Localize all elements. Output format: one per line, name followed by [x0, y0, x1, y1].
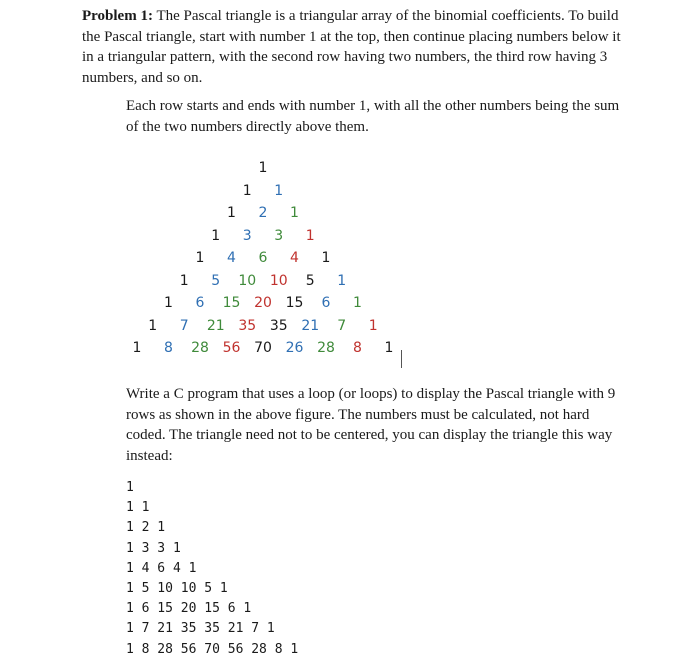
- triangle-number: 56: [222, 340, 241, 356]
- triangle-number: 1: [290, 205, 299, 221]
- triangle-number: 3: [274, 227, 284, 244]
- triangle-number: 8: [353, 340, 362, 356]
- plain-triangle-row: 1 6 15 20 15 6 1: [126, 601, 252, 617]
- triangle-number: 26: [285, 340, 304, 356]
- triangle-number: 21: [301, 317, 320, 334]
- triangle-number: 6: [258, 250, 268, 266]
- plain-triangle-row: 1 5 10 10 5 1: [126, 581, 228, 597]
- triangle-number: 1: [368, 317, 378, 334]
- plain-triangle-row: 1 4 6 4 1: [126, 560, 197, 576]
- triangle-number: 35: [269, 317, 288, 334]
- triangle-number: 1: [132, 340, 142, 356]
- triangle-number: 7: [179, 317, 189, 334]
- triangle-number: 1: [179, 272, 189, 289]
- triangle-number: 4: [290, 250, 299, 266]
- triangle-number: 21: [206, 317, 225, 334]
- triangle-number: 1: [353, 295, 362, 311]
- triangle-number: 1: [164, 295, 173, 311]
- problem-intro-paragraph: [82, 6, 622, 88]
- triangle-number: 1: [321, 250, 331, 266]
- triangle-number: 4: [227, 250, 236, 266]
- plain-triangle-row: 1 2 1: [126, 520, 166, 536]
- triangle-number: 35: [238, 317, 257, 334]
- triangle-number: 1: [337, 272, 347, 289]
- rule-paragraph: Each row starts and ends with number 1, with all the other numbers being the sum of the two numbers directly above them.: [126, 98, 620, 135]
- triangle-number: 1: [195, 250, 205, 266]
- problem-intro-text: The Pascal triangle is a triangular array of the binomial coefficients. To build the Pascal triangle, start with number 1 at the top, then continue placing numbers below it in a triangular pattern, with the second row having two numbers, the third row having 3 numbers, and so on.: [82, 8, 621, 86]
- left-aligned-triangle: [126, 478, 298, 660]
- triangle-number: 1: [242, 182, 252, 199]
- triangle-number: 6: [321, 295, 331, 311]
- task-paragraph: Write a C program that uses a loop (or loops) to display the Pascal triangle with 9 rows as shown in the above figure. The numbers must be calculated, not hard coded. The triangle need not to be centered, you can display the triangle this way instead:: [126, 386, 616, 464]
- triangle-number: 5: [305, 272, 315, 289]
- triangle-number: 28: [191, 340, 209, 356]
- triangle-number: 3: [242, 227, 252, 244]
- triangle-number: 8: [164, 340, 173, 356]
- triangle-number: 1: [148, 317, 158, 334]
- triangle-number: 15: [285, 295, 304, 311]
- triangle-number: 2: [258, 205, 268, 221]
- plain-triangle-row: 1 8 28 56 70 56 28 8 1: [126, 641, 299, 657]
- plain-triangle-row: 1 7 21 35 35 21 7 1: [126, 621, 275, 637]
- triangle-number: 6: [195, 295, 205, 311]
- plain-triangle-row: 1 3 3 1: [126, 540, 181, 556]
- triangle-number: 10: [238, 272, 257, 289]
- plain-triangle-row: 1 1: [126, 500, 150, 516]
- triangle-number: 1: [258, 160, 268, 176]
- triangle-number: 1: [227, 205, 236, 221]
- triangle-number: 5: [211, 272, 221, 289]
- triangle-number: 70: [254, 340, 272, 356]
- triangle-number: 1: [305, 227, 315, 244]
- triangle-number: 7: [337, 317, 347, 334]
- triangle-number: 10: [269, 272, 288, 289]
- triangle-number: 1: [384, 340, 394, 356]
- triangle-number: 28: [317, 340, 335, 356]
- triangle-number: 20: [254, 295, 272, 311]
- triangle-number: 1: [211, 227, 221, 244]
- problem-label: Problem 1:: [82, 8, 153, 24]
- plain-triangle-row: 1: [126, 480, 134, 495]
- triangle-number: 15: [222, 295, 241, 311]
- triangle-number: 1: [274, 182, 284, 199]
- text-cursor: [401, 350, 402, 368]
